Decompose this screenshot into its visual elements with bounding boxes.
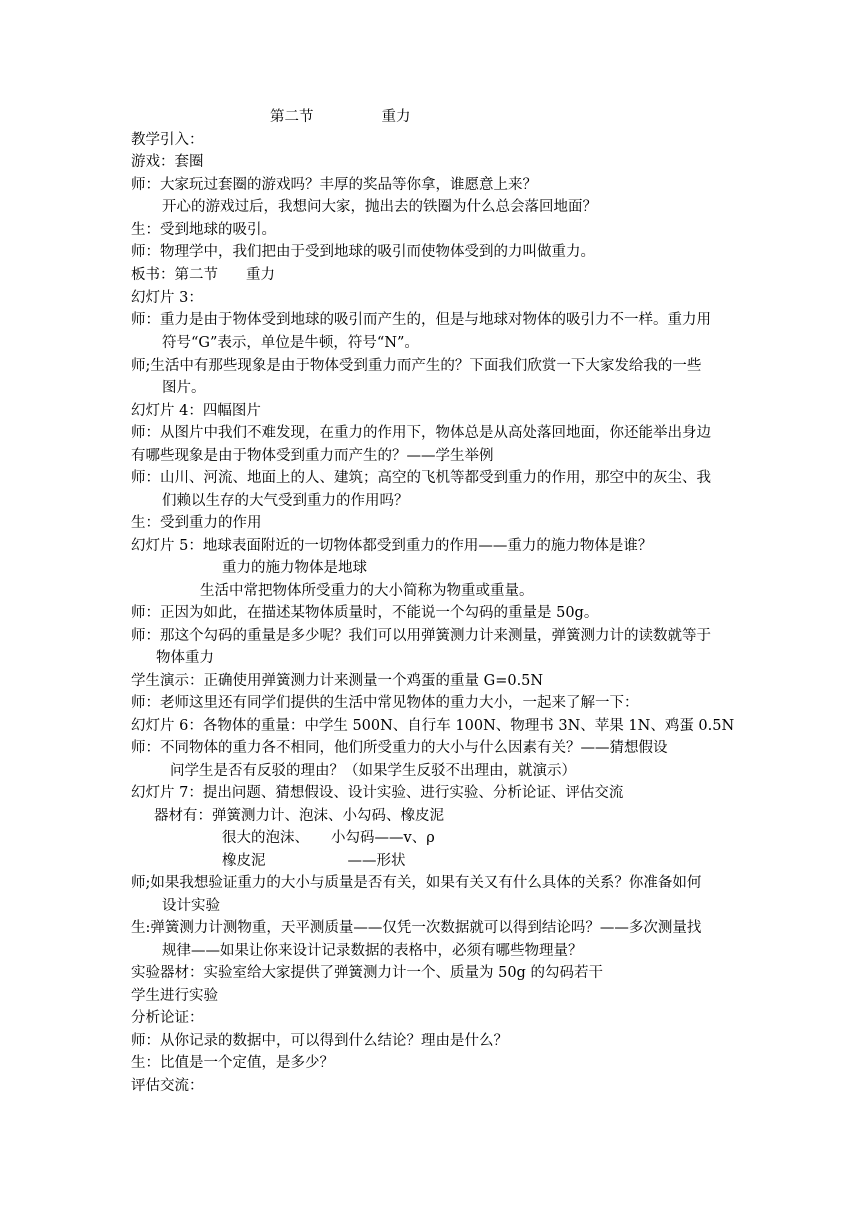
text-line: 器材有：弹簧测力计、泡沫、小勾码、橡皮泥 bbox=[154, 808, 444, 824]
text-line: 设计实验 bbox=[162, 898, 220, 914]
text-line: 师：山川、河流、地面上的人、建筑；高空的飞机等都受到重力的作用，那空中的灰尘、我 bbox=[131, 470, 711, 486]
text-line: 师：大家玩过套圈的游戏吗？丰厚的奖品等你拿，谁愿意上来？ bbox=[131, 177, 537, 193]
materials-right: ——形状 bbox=[347, 853, 406, 869]
title-topic: 重力 bbox=[381, 109, 411, 125]
text-line: 评估交流： bbox=[131, 1078, 204, 1094]
materials-left: 橡皮泥 bbox=[222, 853, 266, 869]
text-line: 重力的施力物体是地球 bbox=[222, 560, 367, 576]
section-title bbox=[270, 108, 411, 126]
text-line: 幻灯片 7：提出问题、猜想假设、设计实验、进行实验、分析论证、评估交流 bbox=[131, 785, 624, 801]
materials-right: 小勾码——v、ρ bbox=[331, 830, 435, 846]
text-line: 师：从你记录的数据中，可以得到什么结论？理由是什么？ bbox=[131, 1033, 508, 1049]
text-line: 师：老师这里还有同学们提供的生活中常见物体的重力大小，一起来了解一下： bbox=[131, 695, 639, 711]
blackboard-topic: 重力 bbox=[246, 267, 275, 283]
text-line: 生：受到重力的作用 bbox=[131, 515, 262, 531]
text-line: 师：不同物体的重力各不相同，他们所受重力的大小与什么因素有关？——猜想假设 bbox=[131, 740, 668, 756]
text-line: 幻灯片 5：地球表面附近的一切物体都受到重力的作用——重力的施力物体是谁？ bbox=[131, 538, 653, 554]
blackboard-line bbox=[131, 266, 275, 284]
materials-left: 很大的泡沫、 bbox=[222, 830, 309, 846]
text-line: 学生进行实验 bbox=[131, 988, 218, 1004]
text-line: 幻灯片 4：四幅图片 bbox=[131, 403, 261, 419]
text-line: 幻灯片 6：各物体的重量：中学生 500N、自行车 100N、物理书 3N、苹果 1N、鸡蛋 0.5N bbox=[131, 718, 735, 734]
text-line: 师：重力是由于物体受到地球的吸引而产生的，但是与地球对物体的吸引力不一样。重力用 bbox=[131, 312, 711, 328]
materials-row bbox=[222, 852, 406, 870]
text-line: 游戏：套圈 bbox=[131, 154, 204, 170]
text-line: 师;生活中有那些现象是由于物体受到重力而产生的？下面我们欣赏一下大家发给我的一些 bbox=[131, 358, 702, 374]
text-line: 生:弹簧测力计测物重，天平测质量——仅凭一次数据就可以得到结论吗？——多次测量找 bbox=[131, 920, 702, 936]
text-line: 开心的游戏过后，我想问大家，抛出去的铁圈为什么总会落回地面？ bbox=[162, 199, 597, 215]
text-line: 符号“G”表示，单位是牛顿，符号“N”。 bbox=[162, 335, 419, 351]
text-line: 分析论证： bbox=[131, 1010, 204, 1026]
blackboard-label: 板书：第二节 bbox=[131, 267, 218, 283]
text-line: 有哪些现象是由于物体受到重力而产生的？——学生举例 bbox=[131, 448, 494, 464]
materials-row bbox=[222, 829, 435, 847]
text-line: 师：正因为如此，在描述某物体质量时，不能说一个勾码的重量是 50g。 bbox=[131, 605, 599, 621]
text-line: 问学生是否有反驳的理由？（如果学生反驳不出理由，就演示） bbox=[170, 763, 576, 779]
text-line: 师;如果我想验证重力的大小与质量是否有关，如果有关又有什么具体的关系？你准备如何 bbox=[131, 875, 702, 891]
text-line: 教学引入： bbox=[131, 132, 204, 148]
text-line: 物体重力 bbox=[156, 650, 214, 666]
text-line: 图片。 bbox=[162, 380, 206, 396]
text-line: 们赖以生存的大气受到重力的作用吗？ bbox=[162, 493, 409, 509]
text-line: 师：从图片中我们不难发现，在重力的作用下，物体总是从高处落回地面，你还能举出身边 bbox=[131, 425, 711, 441]
text-line: 实验器材：实验室给大家提供了弹簧测力计一个、质量为 50g 的勾码若干 bbox=[131, 965, 603, 981]
text-line: 生：受到地球的吸引。 bbox=[131, 222, 276, 238]
text-line: 规律——如果让你来设计记录数据的表格中，必须有哪些物理量？ bbox=[162, 943, 583, 959]
text-line: 生：比值是一个定值，是多少？ bbox=[131, 1055, 334, 1071]
text-line: 幻灯片 3： bbox=[131, 290, 203, 306]
text-line: 师：那这个勾码的重量是多少呢？我们可以用弹簧测力计来测量，弹簧测力计的读数就等于 bbox=[131, 628, 711, 644]
text-line: 学生演示：正确使用弹簧测力计来测量一个鸡蛋的重量 G=0.5N bbox=[131, 673, 544, 689]
text-line: 师：物理学中，我们把由于受到地球的吸引而使物体受到的力叫做重力。 bbox=[131, 244, 595, 260]
title-section-number: 第二节 bbox=[270, 109, 314, 125]
text-line: 生活中常把物体所受重力的大小简称为物重或重量。 bbox=[200, 583, 534, 599]
